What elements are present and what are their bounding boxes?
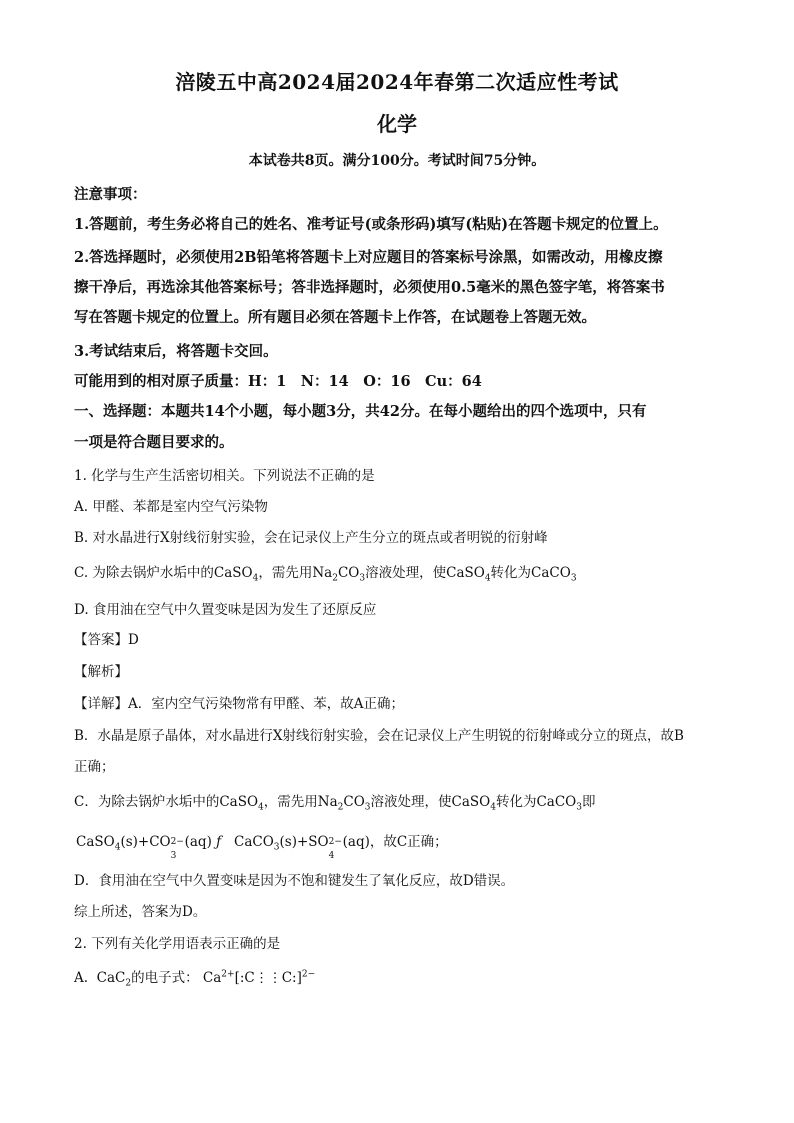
note-2-line-1: 2.答选择题时，必须使用2B铅笔将答题卡上对应题目的答案标号涂黑，如需改动，用橡皮擦 xyxy=(74,249,663,266)
detail-c-text-1: C．为除去锅炉水垢中的CaSO xyxy=(74,794,259,810)
option-c-text-3: CO xyxy=(337,565,360,581)
calcium-ion: Ca xyxy=(202,970,222,986)
subscript: 2 xyxy=(332,573,338,584)
option-a-label: A. xyxy=(74,970,93,986)
subscript: 4 xyxy=(114,842,121,853)
question-1-option-b: B. 对水晶进行X射线衍射实验，会在记录仪上产生分立的斑点或者明锐的衍射峰 xyxy=(74,530,548,546)
subscript: 3 xyxy=(570,573,577,584)
exam-info: 本试卷共8页。满分100分。考试时间75分钟。 xyxy=(248,153,546,169)
note-3: 3.考试结束后，将答题卡交回。 xyxy=(74,343,278,360)
option-a-text: 的电子式： xyxy=(131,970,199,986)
equilibrium-arrow-icon: ƒ xyxy=(216,834,222,850)
eq-part-c: (aq) xyxy=(184,834,212,850)
calcium-charge: 2+ xyxy=(221,969,235,980)
question-1-option-d: D. 食用油在空气中久置变味是因为发生了还原反应 xyxy=(74,602,377,618)
eq-part-g: (aq)，故C正确； xyxy=(342,834,448,850)
detail-c-text-5: 转化为CaCO xyxy=(495,794,577,810)
cac2-formula: CaC xyxy=(96,970,126,986)
note-1: 1.答题前，考生务必将自己的姓名、准考证号(或条形码)填写(粘贴)在答题卡规定的位置上。 xyxy=(74,216,668,233)
note-2-line-3: 写在答题卡规定的位置上。所有题目必须在答题卡上作答，在试题卷上答题无效。 xyxy=(74,309,596,326)
atomic-masses: 可能用到的相对原子质量：H：1 N：14 O：16 Cu：64 xyxy=(74,373,482,390)
subscript: 4 xyxy=(484,573,491,584)
answer-label: 【答案】D xyxy=(74,632,139,648)
option-c-text-1: C. 为除去锅炉水垢中的CaSO xyxy=(74,565,253,581)
detail-b-line-1: B．水晶是原子晶体，对水晶进行X射线衍射实验，会在记录仪上产生明锐的衍射峰或分立的斑点，故B xyxy=(74,728,684,744)
subscript: 2 xyxy=(125,978,132,989)
detail-b-line-2: 正确； xyxy=(74,759,115,775)
question-2-option-a xyxy=(74,966,724,989)
detail-c-text-4: 溶液处理，使CaSO xyxy=(370,794,491,810)
exam-title: 涪陵五中高2024届2024年春第二次适应性考试 xyxy=(175,70,619,94)
electron-dot-formula: [:C⋮⋮C:] xyxy=(234,970,302,986)
subscript: 4 xyxy=(258,802,264,813)
detail-c-text-6: 即 xyxy=(581,794,596,810)
question-2-stem: 2. 下列有关化学用语表示正确的是 xyxy=(74,936,281,952)
subject-title: 化学 xyxy=(377,112,417,136)
subscript: 3 xyxy=(273,842,280,853)
detail-c-line-1 xyxy=(74,790,724,813)
detail-a: 【详解】A．室内空气污染物常有甲醛、苯，故A正确； xyxy=(74,696,404,712)
detail-c-text-2: ，需先用Na xyxy=(263,794,338,810)
option-c-text-4: 溶液处理，使CaSO xyxy=(365,565,485,581)
subscript: 3 xyxy=(576,802,582,813)
notes-heading: 注意事项： xyxy=(74,186,147,203)
carbide-charge: 2− xyxy=(301,969,316,980)
detail-d: D．食用油在空气中久置变味是因为不饱和键发生了氧化反应，故D错误。 xyxy=(74,873,515,889)
question-1-stem: 1. 化学与生产生活密切相关。下列说法不正确的是 xyxy=(74,468,375,484)
question-1-option-c xyxy=(74,561,724,584)
subscript: 4 xyxy=(252,573,259,584)
summary: 综上所述，答案为D。 xyxy=(74,904,207,920)
subscript: 3 xyxy=(359,573,366,584)
option-c-text-2: ，需先用Na xyxy=(258,565,333,581)
eq-part-b: (s)+CO xyxy=(120,834,171,850)
section-heading-line-2: 一项是符合题目要求的。 xyxy=(74,434,234,451)
subscript: 3 xyxy=(364,802,371,813)
subscript: 3 xyxy=(170,851,177,861)
subscript: 4 xyxy=(490,802,496,813)
eq-part-e: (s)+SO xyxy=(279,834,329,850)
subscript: 4 xyxy=(328,851,335,861)
note-2-line-2: 擦干净后，再选涂其他答案标号；答非选择题时，必须使用0.5毫米的黑色签字笔，将答案书 xyxy=(74,279,665,296)
detail-c-text-3: CO xyxy=(343,794,365,810)
reaction-equation xyxy=(76,830,726,861)
question-1-option-a: A. 甲醛、苯都是室内空气污染物 xyxy=(74,499,268,515)
superscript: 2− xyxy=(328,837,342,847)
section-heading-line-1: 一、选择题：本题共14个小题，每小题3分，共42分。在每小题给出的四个选项中，只有 xyxy=(74,403,647,420)
analysis-label: 【解析】 xyxy=(74,664,128,680)
option-c-text-5: 转化为CaCO xyxy=(490,565,571,581)
eq-part-a: CaSO xyxy=(76,834,115,850)
superscript: 2− xyxy=(170,837,184,847)
eq-part-d: CaCO xyxy=(234,834,274,850)
subscript: 2 xyxy=(337,802,344,813)
